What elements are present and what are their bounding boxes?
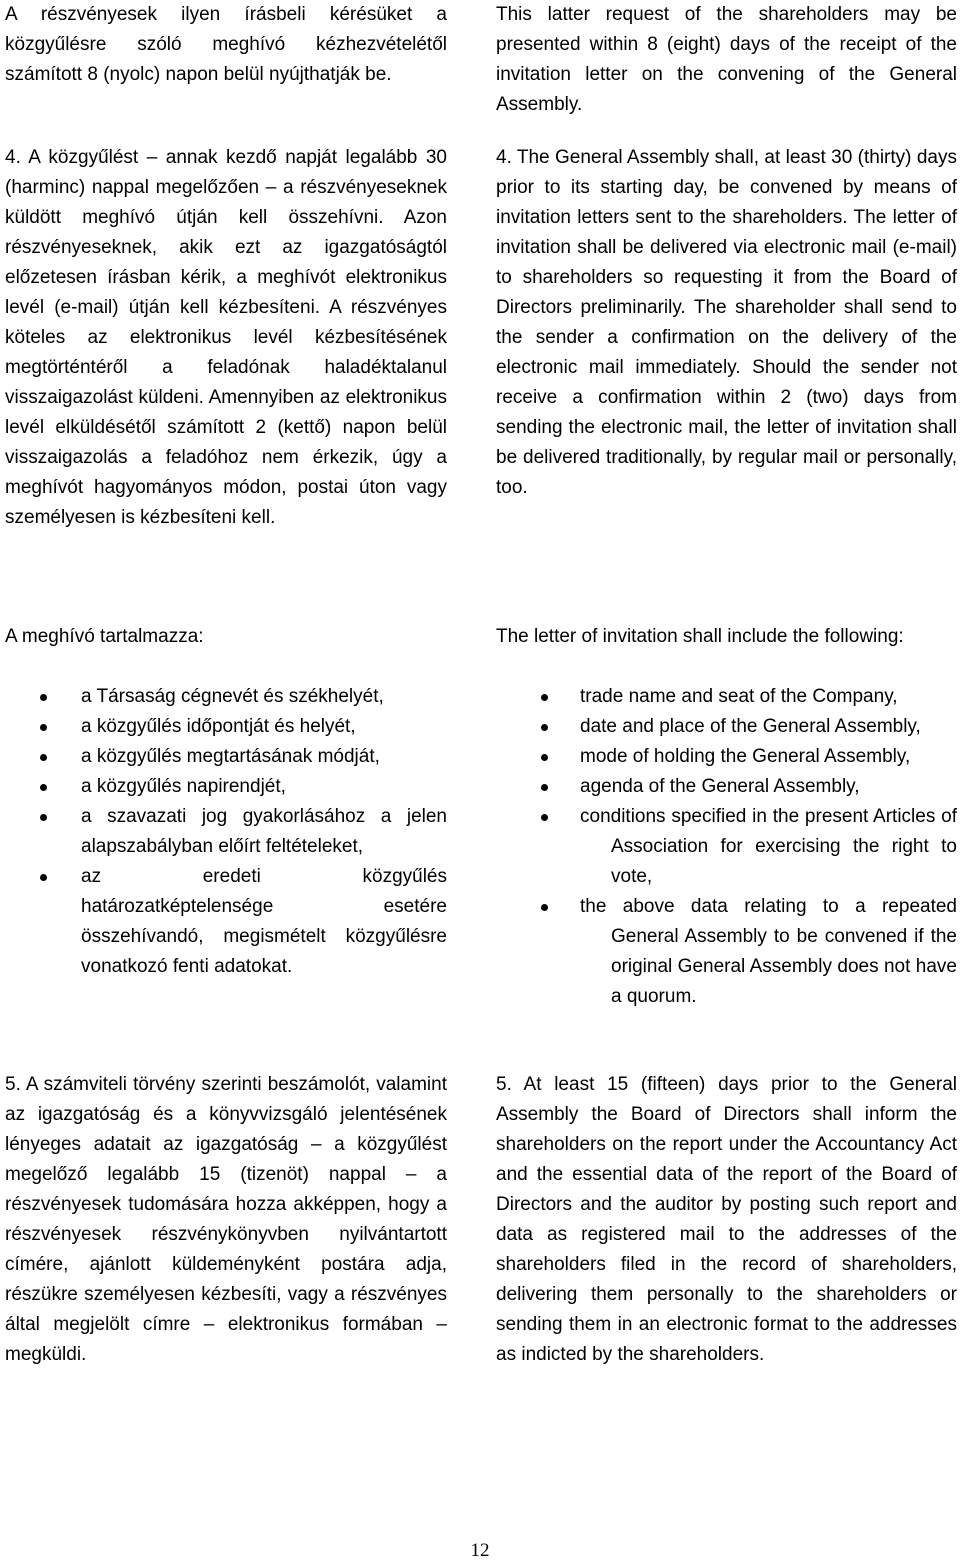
- right-list-intro: The letter of invitation shall include the following:: [496, 626, 904, 647]
- right-section-5-paragraph: 5. At least 15 (fifteen) days prior to the General Assembly the Board of Directors shall inform the shareholders on the report under the Accountancy Act and the essential data of the report of the Board of Directors and the auditor by posting such report and data as registered mail to the addresses of the shareholders filed in the record of shareholders, delivering them personally to the shareholders or sending them in an electronic format to the addresses as indicted by the shareholders.: [496, 1074, 957, 1365]
- left-list-intro: A meghívó tartalmazza:: [5, 626, 204, 647]
- bullet-icon: [541, 724, 548, 731]
- list-item: the above data relating to a repeated General Assembly to be convened if the original General Assembly does not have a quorum.: [496, 892, 957, 1012]
- right-section-4-paragraph: 4. The General Assembly shall, at least 30 (thirty) days prior to its starting day, be convened by means of invitation letters sent to the shareholders. The letter of invitation shall be delivered via electronic mail (e-mail) to shareholders so requesting it from the Board of Directors preliminarily. The shareholder shall send to the sender a confirmation on the delivery of the electronic mail immediately. Should the sender not receive a confirmation within 2 (two) days from sending the electronic mail, the letter of invitation shall be delivered traditionally, by regular mail or personally, too.: [496, 147, 957, 498]
- hungarian-column: [5, 0, 447, 1420]
- bullet-icon: [40, 754, 47, 761]
- bullet-icon: [541, 904, 548, 911]
- english-column: [496, 0, 957, 1420]
- left-section-5-paragraph: 5. A számviteli törvény szerinti beszámolót, valamint az igazgatóság és a könyvvizsgáló jelentésének lényeges adatait az igazgatóság – a közgyűlést megelőző legalább 15 (tizenöt) nappal – a részvényesek tudomására hozza akképpen, hogy a részvényesek részvénykönyvben nyilvántartott címére, ajánlott küldeményként postára adja, részükre személyesen kézbesíti, vagy a részvényes által megjelölt címre – elektronikus formában – megküldi.: [5, 1074, 447, 1365]
- left-invitation-contents-list: [5, 682, 447, 982]
- left-section-4-paragraph: 4. A közgyűlést – annak kezdő napját legalább 30 (harminc) nappal megelőzően – a részvényeseknek küldött meghívó útján kell összehívni. Azon részvényeseknek, akik ezt az igazgatóságtól előzetesen írásban kérik, a meghívót elektronikus levél (e-mail) útján kell kézbesíteni. A részvényes köteles az elektronikus levél kézbesítésének megtörténtéről a feladónak haladéktalanul visszaigazolást küldeni. Amennyiben az elektronikus levél elküldésétől számított 2 (kettő) napon belül visszaigazolás a feladóhoz nem érkezik, úgy a meghívót hagyományos módon, postai úton vagy személyesen is kézbesíteni kell.: [5, 147, 447, 528]
- bullet-icon: [541, 784, 548, 791]
- bullet-icon: [541, 754, 548, 761]
- right-invitation-contents-list: [496, 682, 957, 1012]
- bullet-icon: [541, 694, 548, 701]
- bullet-icon: [40, 814, 47, 821]
- list-item: agenda of the General Assembly,: [496, 772, 957, 802]
- bullet-icon: [40, 724, 47, 731]
- right-intro-paragraph: This latter request of the shareholders may be presented within 8 (eight) days of the receipt of the invitation letter on the convening of the General Assembly.: [496, 4, 957, 115]
- list-item: az eredeti közgyűlés határozatképtelensége esetére összehívandó, megismételt közgyűlésre vonatkozó fenti adatokat.: [5, 862, 447, 982]
- list-item: mode of holding the General Assembly,: [496, 742, 957, 772]
- list-item: trade name and seat of the Company,: [496, 682, 957, 712]
- bullet-icon: [541, 814, 548, 821]
- bullet-icon: [40, 874, 47, 881]
- list-item: a közgyűlés napirendjét,: [5, 772, 447, 802]
- page-number: 12: [470, 1540, 490, 1561]
- list-item: a közgyűlés megtartásának módját,: [5, 742, 447, 772]
- list-item: a szavazati jog gyakorlásához a jelen alapszabályban előírt feltételeket,: [5, 802, 447, 862]
- bullet-icon: [40, 694, 47, 701]
- bullet-icon: [40, 784, 47, 791]
- list-item: conditions specified in the present Articles of Association for exercising the right to vote,: [496, 802, 957, 892]
- list-item: a közgyűlés időpontját és helyét,: [5, 712, 447, 742]
- list-item: date and place of the General Assembly,: [496, 712, 957, 742]
- list-item: a Társaság cégnevét és székhelyét,: [5, 682, 447, 712]
- left-intro-paragraph: A részvényesek ilyen írásbeli kérésüket a közgyűlésre szóló meghívó kézhezvételétől számított 8 (nyolc) napon belül nyújthatják be.: [5, 4, 447, 85]
